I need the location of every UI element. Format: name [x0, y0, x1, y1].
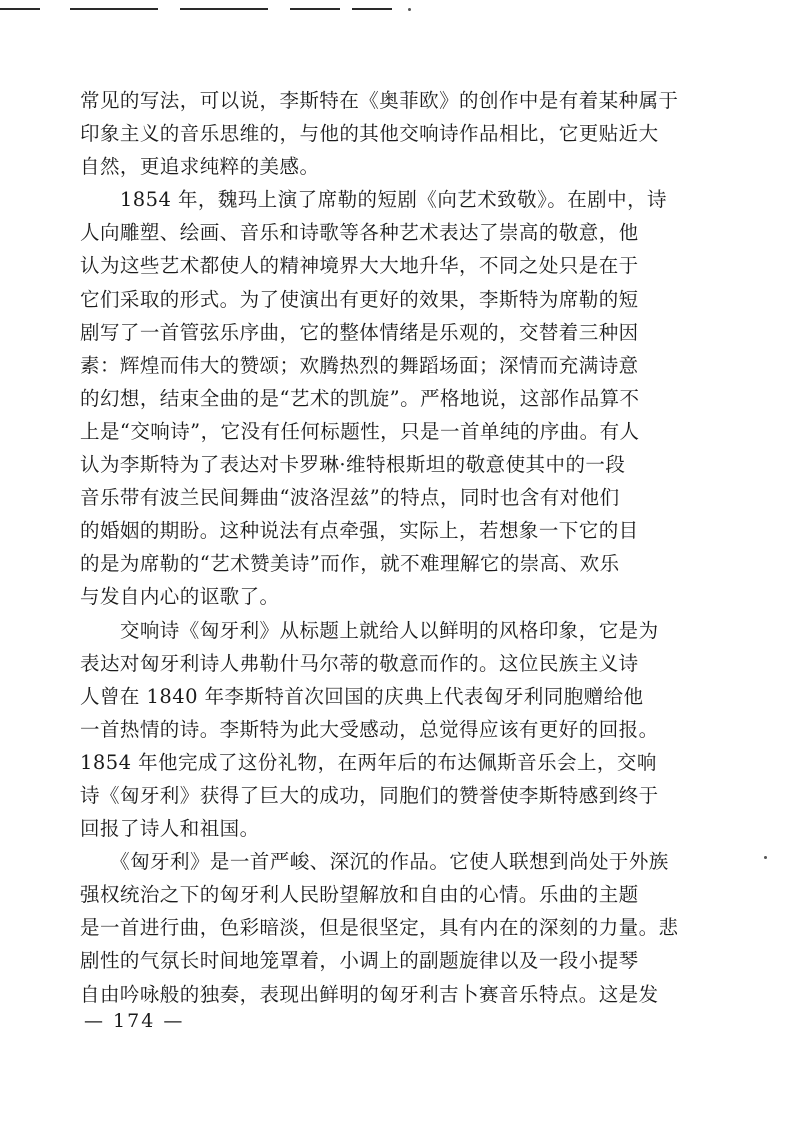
- text-line: 表达对匈牙利诗人弗勒什马尔蒂的敬意而作的。这位民族主义诗: [80, 651, 639, 675]
- text-line: 自然，更追求纯粹的美感。: [80, 155, 320, 179]
- text-line: 音乐带有波兰民间舞曲“波洛涅兹”的特点，同时也含有对他们: [80, 486, 620, 510]
- text-line: 的是为席勒的“艺术赞美诗”而作，就不难理解它的崇高、欢乐: [80, 552, 620, 576]
- text-line: 剧性的气氛长时间地笼罩着，小调上的副题旋律以及一段小提琴: [80, 949, 639, 973]
- text-line: 1854 年，魏玛上演了席勒的短剧《向艺术致敬》。在剧中，诗: [80, 188, 667, 212]
- text-line: 自由吟咏般的独奏，表现出鲜明的匈牙利吉卜赛音乐特点。这是发: [80, 982, 659, 1006]
- text-line: 人曾在 1840 年李斯特首次回国的庆典上代表匈牙利同胞赠给他: [80, 684, 644, 708]
- text-line: 印象主义的音乐思维的，与他的其他交响诗作品相比，它更贴近大: [80, 122, 659, 146]
- text-line: 认为李斯特为了表达对卡罗琳·维特根斯坦的敬意使其中的一段: [80, 453, 626, 477]
- text-line: 强权统治之下的匈牙利人民盼望解放和自由的心情。乐曲的主题: [80, 883, 639, 907]
- page-number: — 174 —: [84, 1010, 185, 1032]
- scan-speck: [764, 856, 767, 859]
- top-rule-1: [0, 8, 40, 10]
- text-line: 的幻想，结束全曲的是“艺术的凯旋”。严格地说，这部作品算不: [80, 386, 640, 410]
- top-rule-4: [290, 8, 340, 10]
- text-line: 人向雕塑、绘画、音乐和诗歌等各种艺术表达了崇高的敬意，他: [80, 221, 639, 245]
- text-line: 常见的写法，可以说，李斯特在《奥菲欧》的创作中是有着某种属于: [80, 89, 679, 112]
- text-line: 回报了诗人和祖国。: [80, 817, 260, 841]
- top-rule-2: [70, 8, 158, 10]
- text-line: 与发自内心的讴歌了。: [80, 585, 280, 609]
- scan-speck: [408, 8, 411, 11]
- text-line: 素：辉煌而伟大的赞颂；欢腾热烈的舞蹈场面；深情而充满诗意: [80, 353, 639, 377]
- text-line: 交响诗《匈牙利》从标题上就给人以鲜明的风格印象，它是为: [80, 618, 659, 642]
- text-line: 的婚姻的期盼。这种说法有点牵强，实际上，若想象一下它的目: [80, 519, 639, 543]
- body-text: [80, 84, 695, 1011]
- text-line: 诗《匈牙利》获得了巨大的成功，同胞们的赞誉使李斯特感到终于: [80, 783, 659, 807]
- text-line: 剧写了一首管弦乐序曲，它的整体情绪是乐观的，交替着三种因: [80, 320, 639, 344]
- text-line: 1854 年他完成了这份礼物，在两年后的布达佩斯音乐会上，交响: [80, 750, 657, 774]
- text-line: 上是“交响诗”，它没有任何标题性，只是一首单纯的序曲。有人: [80, 419, 640, 443]
- top-rule-5: [352, 8, 392, 10]
- top-rule-3: [180, 8, 268, 10]
- text-line: 一首热情的诗。李斯特为此大受感动，总觉得应该有更好的回报。: [80, 717, 659, 741]
- text-line: 它们采取的形式。为了使演出有更好的效果，李斯特为席勒的短: [80, 287, 639, 311]
- text-line: 认为这些艺术都使人的精神境界大大地升华，不同之处只是在于: [80, 254, 639, 278]
- text-line: 是一首进行曲，色彩暗淡，但是很坚定，具有内在的深刻的力量。悲: [80, 916, 679, 940]
- text-line: 《匈牙利》是一首严峻、深沉的作品。它使人联想到尚处于外族: [80, 850, 669, 874]
